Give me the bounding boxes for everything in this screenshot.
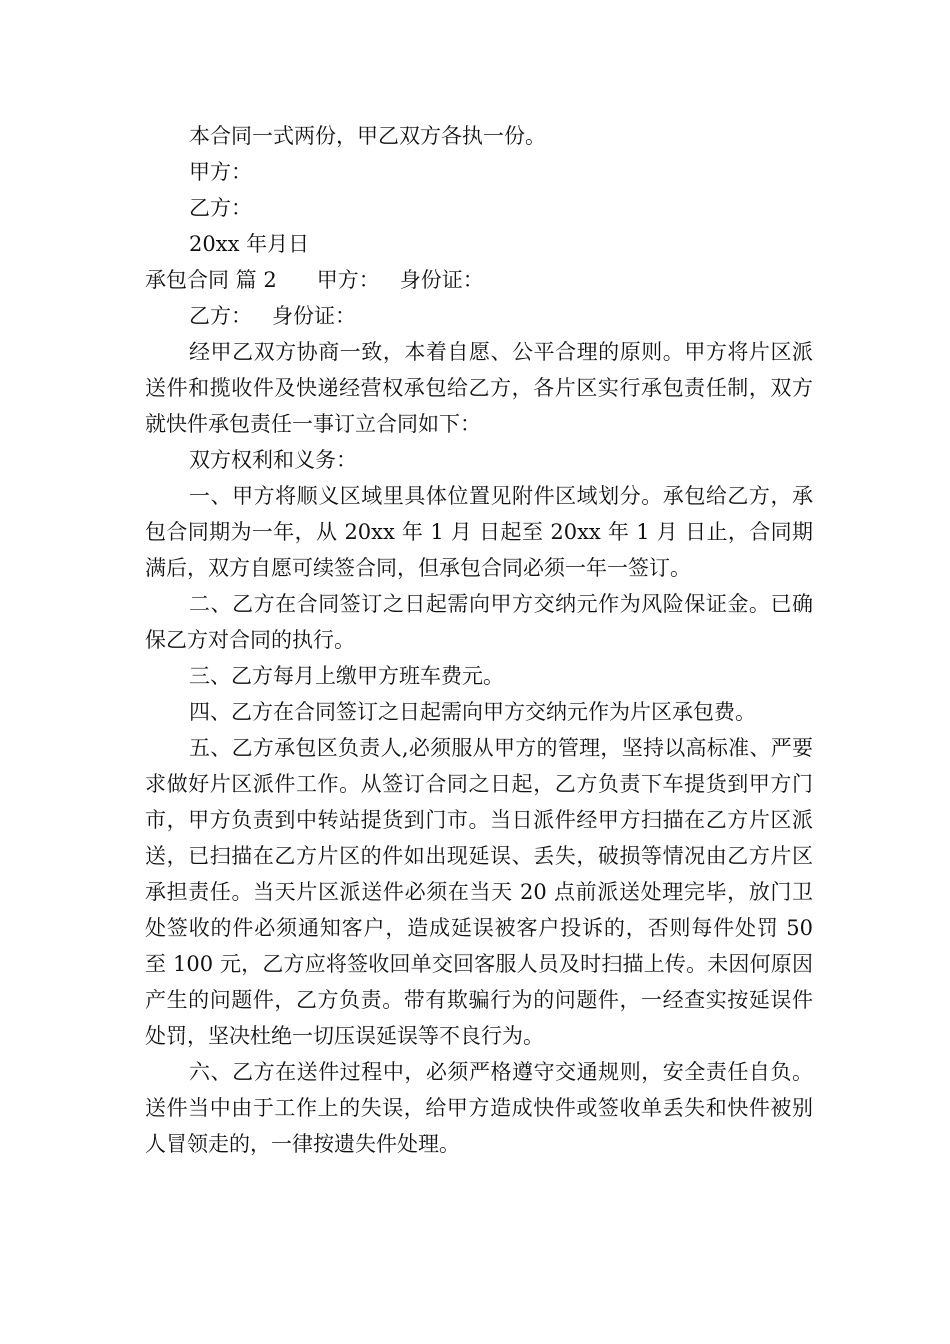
copies-line: 本合同一式两份，甲乙双方各执一份。 xyxy=(189,124,546,148)
clause-6: 六、乙方在送件过程中，必须严格遵守交通规则，安全责任自负。送件当中由于工作上的失误，给甲方造成快件或签收单丢失和快件被别人冒领走的，一律按遗失件处理。 xyxy=(145,1060,813,1156)
party-b-row xyxy=(145,298,813,334)
party-b-signature-line: 乙方： xyxy=(189,196,252,220)
party-a-signature-line: 甲方： xyxy=(189,160,252,184)
section-title: 承包合同 篇 2 xyxy=(145,268,277,292)
rights-heading: 双方权利和义务： xyxy=(189,448,357,472)
id-label-a: 身份证： xyxy=(399,268,484,292)
clause-1: 一、甲方将顺义区域里具体位置见附件区域划分。承包给乙方，承包合同期为一年，从 20xx 年 1 月 日起至 20xx 年 1 月 日止，合同期满后，双方自愿可续签合同，但承包合同必须一年一签订。 xyxy=(145,484,813,580)
clause-5: 五、乙方承包区负责人,必须服从甲方的管理，坚持以高标准、严要求做好片区派件工作。从签订合同之日起，乙方负责下车提货到甲方门市，甲方负责到中转站提货到门市。当日派件经甲方扫描在乙方片区派送，已扫描在乙方片区的件如出现延误、丢失，破损等情况由乙方片区承担责任。当天片区派送件必须在当天 20 点前派送处理完毕，放门卫处签收的件必须通知客户，造成延误被客户投诉的，否则每件处罚 50 至 100 元，乙方应将签收回单交回客服人员及时扫描上传。未因何原因产生的问题件，乙方负责。带有欺骗行为的问题件，一经查实按延误件处罚，坚决杜绝一切压误延误等不良行为。 xyxy=(145,736,813,1048)
clause-3: 三、乙方每月上缴甲方班车费元。 xyxy=(189,664,504,688)
document-page xyxy=(145,118,813,1162)
clause-4: 四、乙方在合同签订之日起需向甲方交纳元作为片区承包费。 xyxy=(189,700,756,724)
party-a-label: 甲方： xyxy=(316,268,380,292)
party-b-label: 乙方： xyxy=(189,304,252,328)
clause-2: 二、乙方在合同签订之日起需向甲方交纳元作为风险保证金。已确保乙方对合同的执行。 xyxy=(145,592,813,652)
id-label-b: 身份证： xyxy=(272,304,356,328)
date-line: 20xx 年月日 xyxy=(189,232,310,256)
section-heading-row xyxy=(145,262,813,298)
intro-paragraph: 经甲乙双方协商一致，本着自愿、公平合理的原则。甲方将片区派送件和揽收件及快递经营权承包给乙方，各片区实行承包责任制，双方就快件承包责任一事订立合同如下： xyxy=(145,340,813,436)
